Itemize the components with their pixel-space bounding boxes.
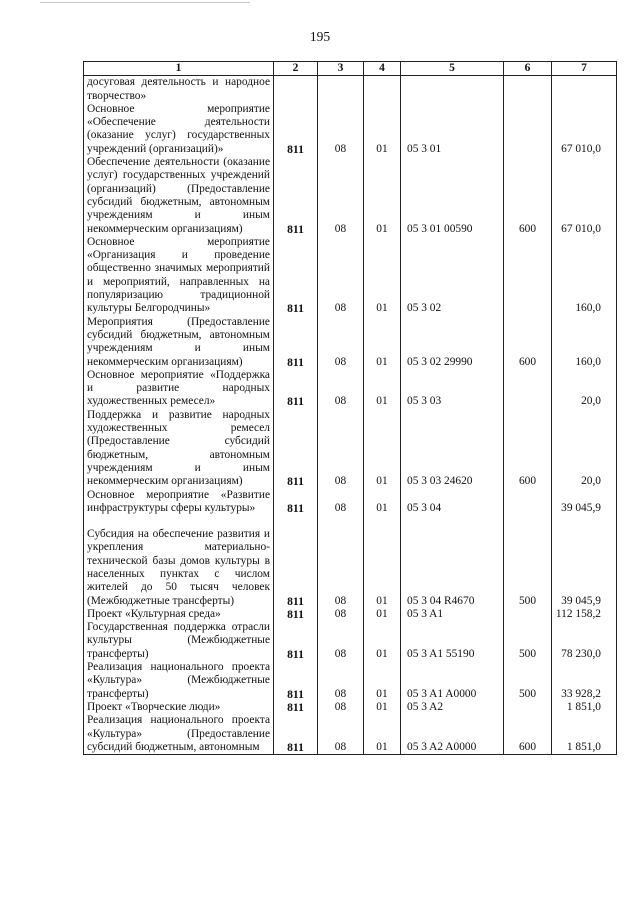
row-target-article: 05 3 01: [401, 103, 504, 156]
row-section: 08: [318, 409, 364, 489]
row-expense-type: [504, 103, 552, 156]
table-row: [84, 316, 617, 369]
row-subsection: 01: [364, 409, 401, 489]
table-row: [84, 236, 617, 316]
scan-edge-line: [40, 2, 250, 3]
table-row: [84, 489, 617, 516]
row-ministry-code: 811: [274, 316, 318, 369]
header-col-7: 7: [552, 62, 617, 76]
row-section: 08: [318, 515, 364, 608]
row-amount: 67 010,0: [552, 156, 617, 236]
row-section: [318, 76, 364, 103]
row-section: 08: [318, 369, 364, 409]
row-target-article: 05 3 03 24620: [401, 409, 504, 489]
row-target-article: 05 3 03: [401, 369, 504, 409]
row-name: Проект «Культурная среда»: [84, 608, 274, 621]
row-expense-type: [504, 489, 552, 516]
table-row: [84, 156, 617, 236]
row-amount: 78 230,0: [552, 621, 617, 661]
row-ministry-code: 811: [274, 103, 318, 156]
row-name: Проект «Творческие люди»: [84, 701, 274, 714]
table-row: [84, 103, 617, 156]
budget-table: [83, 61, 617, 755]
header-col-5: 5: [401, 62, 504, 76]
row-ministry-code: 811: [274, 369, 318, 409]
row-expense-type: [504, 608, 552, 621]
row-target-article: [401, 76, 504, 103]
table-row: [84, 714, 617, 754]
row-expense-type: 600: [504, 409, 552, 489]
page-number: 195: [309, 29, 331, 44]
row-amount: 1 851,0: [552, 701, 617, 714]
row-section: 08: [318, 489, 364, 516]
row-ministry-code: 811: [274, 621, 318, 661]
row-section: 08: [318, 661, 364, 701]
row-ministry-code: 811: [274, 714, 318, 754]
row-subsection: 01: [364, 515, 401, 608]
header-col-3: 3: [318, 62, 364, 76]
row-subsection: 01: [364, 236, 401, 316]
row-amount: 33 928,2: [552, 661, 617, 701]
row-subsection: 01: [364, 369, 401, 409]
row-ministry-code: 811: [274, 156, 318, 236]
row-target-article: 05 3 A2 A0000: [401, 714, 504, 754]
header-col-6: 6: [504, 62, 552, 76]
row-name: досуговая деятельность и народное творчество»: [84, 76, 274, 103]
header-row: [84, 62, 617, 76]
row-amount: 160,0: [552, 316, 617, 369]
row-expense-type: 600: [504, 714, 552, 754]
row-section: 08: [318, 701, 364, 714]
table-row: [84, 661, 617, 701]
row-expense-type: 600: [504, 156, 552, 236]
row-name: Мероприятия (Предоставление субсидий бюджетным, автономным учреждениям и иным некоммерческим организациям): [84, 316, 274, 369]
header-col-4: 4: [364, 62, 401, 76]
row-target-article: 05 3 A1 A0000: [401, 661, 504, 701]
row-amount: 112 158,2: [552, 608, 617, 621]
row-section: 08: [318, 714, 364, 754]
row-ministry-code: [274, 76, 318, 103]
row-name: Государственная поддержка отрасли культуры (Межбюджетные трансферты): [84, 621, 274, 661]
row-target-article: 05 3 A1: [401, 608, 504, 621]
row-expense-type: 500: [504, 661, 552, 701]
row-amount: 20,0: [552, 369, 617, 409]
row-expense-type: 600: [504, 316, 552, 369]
row-target-article: 05 3 04 R4670: [401, 515, 504, 608]
row-subsection: 01: [364, 156, 401, 236]
row-expense-type: 500: [504, 621, 552, 661]
row-amount: 67 010,0: [552, 103, 617, 156]
row-name: Основное мероприятие «Поддержка и развитие народных художественных ремесел»: [84, 369, 274, 409]
row-target-article: 05 3 A1 55190: [401, 621, 504, 661]
row-target-article: 05 3 02 29990: [401, 316, 504, 369]
row-ministry-code: 811: [274, 409, 318, 489]
header-col-1: 1: [84, 62, 274, 76]
row-name: Основное мероприятие «Организация и проведение общественно значимых мероприятий и мероприятий, направленных на популяризацию традиционной культуры Белгородчины»: [84, 236, 274, 316]
table-row: [84, 515, 617, 608]
row-target-article: 05 3 01 00590: [401, 156, 504, 236]
row-section: 08: [318, 621, 364, 661]
row-section: 08: [318, 156, 364, 236]
row-amount: 1 851,0: [552, 714, 617, 754]
row-expense-type: [504, 76, 552, 103]
row-expense-type: [504, 236, 552, 316]
row-amount: 39 045,9: [552, 515, 617, 608]
row-ministry-code: 811: [274, 236, 318, 316]
row-ministry-code: 811: [274, 661, 318, 701]
row-subsection: 01: [364, 103, 401, 156]
row-amount: [552, 76, 617, 103]
row-ministry-code: 811: [274, 489, 318, 516]
row-name: Поддержка и развитие народных художественных ремесел (Предоставление субсидий бюджетным, автономным учреждениям и иным некоммерческим организациям): [84, 409, 274, 489]
row-section: 08: [318, 236, 364, 316]
row-target-article: 05 3 02: [401, 236, 504, 316]
row-section: 08: [318, 103, 364, 156]
row-subsection: 01: [364, 714, 401, 754]
row-name: Обеспечение деятельности (оказание услуг) государственных учреждений (организаций) (Предоставление субсидий бюджетным, автономным учреждениям и иным некоммерческим организациям): [84, 156, 274, 236]
row-amount: 39 045,9: [552, 489, 617, 516]
row-expense-type: [504, 369, 552, 409]
row-name: Основное мероприятие «Обеспечение деятельности (оказание услуг) государственных учреждений (организаций)»: [84, 103, 274, 156]
row-subsection: 01: [364, 701, 401, 714]
row-ministry-code: 811: [274, 701, 318, 714]
row-target-article: 05 3 A2: [401, 701, 504, 714]
table-row: [84, 76, 617, 103]
row-subsection: 01: [364, 489, 401, 516]
row-subsection: 01: [364, 608, 401, 621]
row-target-article: 05 3 04: [401, 489, 504, 516]
row-subsection: 01: [364, 316, 401, 369]
row-section: 08: [318, 316, 364, 369]
table-row: [84, 621, 617, 661]
row-amount: 160,0: [552, 236, 617, 316]
row-section: 08: [318, 608, 364, 621]
row-subsection: 01: [364, 621, 401, 661]
row-name: Субсидия на обеспечение развития и укрепления материально-технической базы домов культуры в населенных пунктах с числом жителей до 50 тысяч человек (Межбюджетные трансферты): [84, 515, 274, 608]
row-expense-type: 500: [504, 515, 552, 608]
row-name: Реализация национального проекта «Культура» (Межбюджетные трансферты): [84, 661, 274, 701]
table-row: [84, 701, 617, 714]
row-ministry-code: 811: [274, 608, 318, 621]
row-subsection: [364, 76, 401, 103]
table-row: [84, 409, 617, 489]
row-expense-type: [504, 701, 552, 714]
row-ministry-code: 811: [274, 515, 318, 608]
row-subsection: 01: [364, 661, 401, 701]
table-row: [84, 608, 617, 621]
header-col-2: 2: [274, 62, 318, 76]
table-row: [84, 369, 617, 409]
row-name: Реализация национального проекта «Культура» (Предоставление субсидий бюджетным, автономным: [84, 714, 274, 754]
row-amount: 20,0: [552, 409, 617, 489]
row-name: Основное мероприятие «Развитие инфраструктуры сферы культуры»: [84, 489, 274, 516]
